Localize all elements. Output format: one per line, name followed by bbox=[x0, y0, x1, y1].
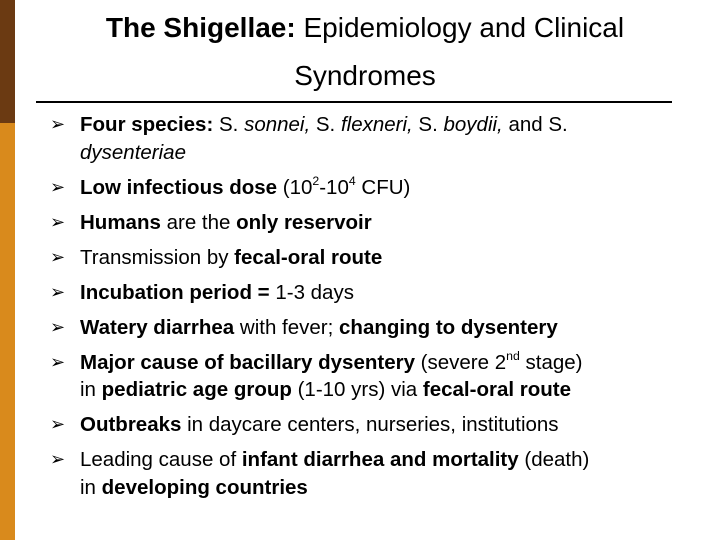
arrowhead-bullet-icon: ➢ bbox=[50, 246, 66, 267]
bullet-text-bold: Four species: bbox=[80, 113, 214, 136]
bullet-text-italic: boydii, bbox=[443, 113, 503, 136]
bullet-text-bold: changing to dysentery bbox=[339, 315, 558, 339]
bullet-superscript: 2 bbox=[312, 173, 320, 188]
bullet-text: in daycare centers, nurseries, institutions bbox=[181, 413, 559, 436]
bullet-text-bold: only reservoir bbox=[236, 210, 372, 234]
bullet-text: -10 bbox=[319, 175, 349, 199]
bullet-text: (10 bbox=[277, 175, 313, 199]
bullet-text: CFU) bbox=[355, 175, 411, 199]
arrowhead-bullet-icon: ➢ bbox=[50, 449, 66, 469]
bullet-item-watery-diarrhea bbox=[50, 314, 715, 342]
bullet-item-leading-cause bbox=[50, 446, 715, 501]
bullet-text-bold: infant diarrhea and mortality bbox=[241, 448, 519, 471]
bullet-text-bold: developing countries bbox=[101, 475, 308, 499]
bullet-list bbox=[50, 111, 715, 509]
bullet-item-transmission bbox=[50, 244, 715, 272]
arrowhead-bullet-icon: ➢ bbox=[50, 211, 66, 232]
bullet-item-four-species bbox=[50, 111, 715, 166]
bullet-superscript: 4 bbox=[348, 173, 356, 188]
slide-title bbox=[20, 4, 710, 100]
bullet-text-bold: Low infectious dose bbox=[80, 175, 278, 199]
arrowhead-bullet-icon: ➢ bbox=[50, 114, 66, 134]
bullet-text: (1-10 yrs) via bbox=[291, 378, 423, 401]
title-rest: Epidemiology and Clinical bbox=[295, 12, 625, 43]
bullet-text-italic: flexneri, bbox=[340, 113, 413, 136]
bullet-text-bold: pediatric age group bbox=[101, 378, 292, 401]
title-lead: The Shigellae: bbox=[105, 12, 296, 43]
bullet-text-bold: fecal-oral route bbox=[234, 245, 383, 269]
title-line2: Syndromes bbox=[294, 60, 436, 91]
bullet-text: in bbox=[80, 475, 102, 499]
sidebar-accent-top bbox=[0, 0, 15, 123]
sidebar-accent-bottom bbox=[0, 123, 15, 540]
bullet-item-incubation bbox=[50, 279, 715, 307]
bullet-text: S. bbox=[213, 113, 245, 136]
bullet-text: (severe 2 bbox=[414, 350, 507, 374]
bullet-text: stage) bbox=[519, 350, 583, 374]
bullet-text-bold: Watery diarrhea bbox=[80, 315, 235, 339]
title-underline bbox=[36, 101, 672, 103]
arrowhead-bullet-icon: ➢ bbox=[50, 351, 66, 372]
bullet-text: 1-3 days bbox=[269, 280, 354, 304]
bullet-item-reservoir bbox=[50, 209, 715, 237]
bullet-text: (death) bbox=[518, 448, 590, 471]
bullet-text: in bbox=[80, 378, 102, 401]
bullet-text-bold: Major cause of bacillary dysentery bbox=[80, 350, 415, 374]
bullet-text: and S. bbox=[502, 113, 568, 136]
bullet-text: Leading cause of bbox=[80, 448, 242, 471]
arrowhead-bullet-icon: ➢ bbox=[50, 316, 66, 337]
bullet-text-italic: dysenteriae bbox=[80, 140, 186, 164]
arrowhead-bullet-icon: ➢ bbox=[50, 414, 66, 434]
bullet-text-bold: fecal-oral route bbox=[422, 378, 571, 401]
bullet-text-bold: Outbreaks bbox=[80, 413, 182, 436]
bullet-item-outbreaks bbox=[50, 411, 715, 439]
bullet-text-bold: Incubation period = bbox=[80, 280, 270, 304]
bullet-item-major-cause bbox=[50, 349, 715, 404]
bullet-text-bold: Humans bbox=[80, 210, 161, 234]
bullet-text-italic: sonnei, bbox=[244, 113, 311, 136]
arrowhead-bullet-icon: ➢ bbox=[50, 176, 66, 197]
bullet-text: S. bbox=[412, 113, 444, 136]
bullet-text: with fever; bbox=[234, 315, 340, 339]
bullet-superscript: nd bbox=[506, 348, 520, 363]
arrowhead-bullet-icon: ➢ bbox=[50, 281, 66, 302]
bullet-item-infectious-dose bbox=[50, 174, 715, 202]
bullet-text: Transmission by bbox=[80, 245, 235, 269]
bullet-text: S. bbox=[310, 113, 341, 136]
bullet-text: are the bbox=[160, 210, 237, 234]
